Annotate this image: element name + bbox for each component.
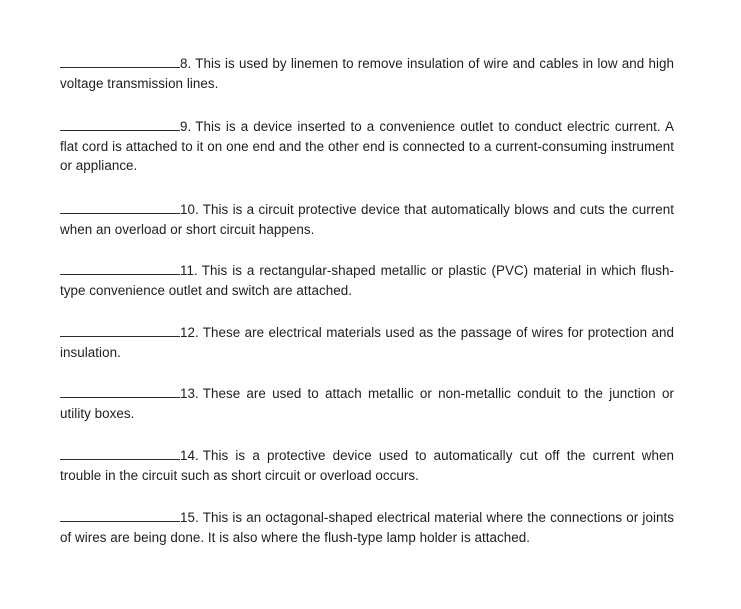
question-text: This is a circuit protective device that automatically blows and cuts the current when an overload or short circuit happens. xyxy=(60,202,674,237)
question-number: 15. xyxy=(180,510,199,525)
answer-blank-15[interactable] xyxy=(60,507,180,522)
question-number: 13. xyxy=(180,386,199,401)
question-number: 12. xyxy=(180,325,199,340)
question-number: 14. xyxy=(180,448,199,463)
question-12 xyxy=(60,322,674,362)
answer-blank-11[interactable] xyxy=(60,260,180,275)
question-text: This is an octagonal-shaped electrical material where the connections or joints of wires are being done. It is also where the flush-type lamp holder is attached. xyxy=(60,510,674,545)
question-13 xyxy=(60,383,674,423)
question-number: 9. xyxy=(180,119,192,134)
question-9 xyxy=(60,116,674,176)
answer-blank-8[interactable] xyxy=(60,53,180,68)
answer-blank-14[interactable] xyxy=(60,445,180,460)
question-8 xyxy=(60,53,674,93)
question-text: This is a protective device used to automatically cut off the current when trouble in the circuit such as short circuit or overload occurs. xyxy=(60,448,674,483)
answer-blank-9[interactable] xyxy=(60,116,180,131)
question-text: These are electrical materials used as the passage of wires for protection and insulation. xyxy=(60,325,674,360)
question-15 xyxy=(60,507,674,547)
question-text: This is used by linemen to remove insulation of wire and cables in low and high voltage transmission lines. xyxy=(60,56,674,91)
question-number: 8. xyxy=(180,56,192,71)
question-10 xyxy=(60,199,674,239)
question-text: These are used to attach metallic or non-metallic conduit to the junction or utility boxes. xyxy=(60,386,674,421)
question-text: This is a device inserted to a convenience outlet to conduct electric current. A flat cord is attached to it on one end and the other end is connected to a current-consuming instrument or appliance. xyxy=(60,119,674,173)
answer-blank-12[interactable] xyxy=(60,322,180,337)
question-number: 10. xyxy=(180,202,199,217)
question-11 xyxy=(60,260,674,300)
answer-blank-10[interactable] xyxy=(60,199,180,214)
question-text: This is a rectangular-shaped metallic or plastic (PVC) material in which flush-type convenience outlet and switch are attached. xyxy=(60,263,674,298)
question-number: 11. xyxy=(180,263,198,278)
answer-blank-13[interactable] xyxy=(60,383,180,398)
question-14 xyxy=(60,445,674,485)
